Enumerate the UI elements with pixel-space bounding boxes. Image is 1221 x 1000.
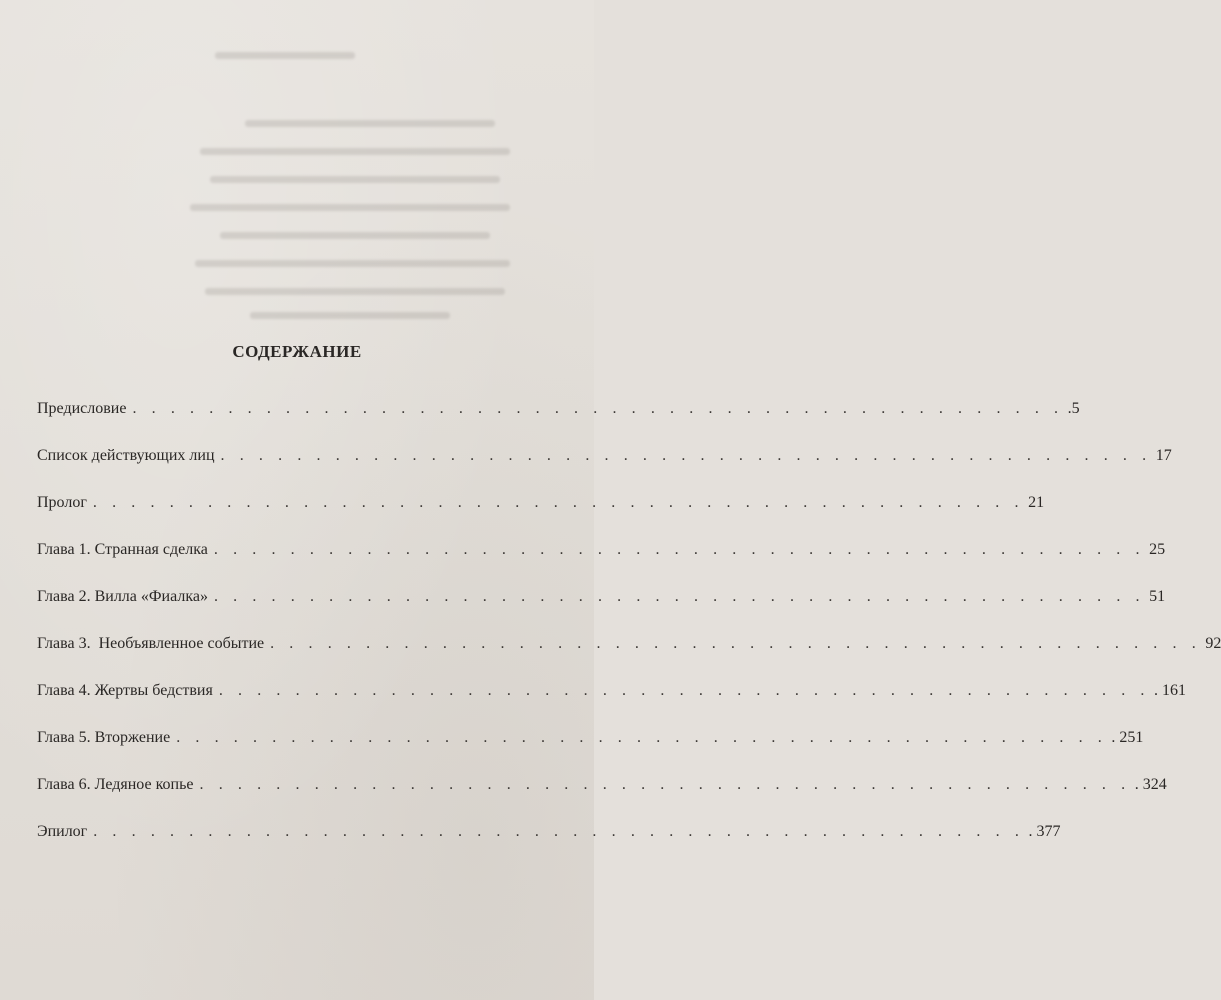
toc-entry (37, 541, 1166, 588)
toc-entry-label: Глава 1. Странная сделка (37, 541, 208, 558)
toc-entry (37, 729, 1144, 776)
toc-entry-label: Глава 2. Вилла «Фиалка» (37, 588, 208, 605)
toc-title: СОДЕРЖАНИЕ (232, 342, 362, 361)
toc-dot-leader: . . . . . . . . . . . . . . . . . . . . . . . . . . . . . . . . . . . . . . . . . . . . . . . . . (270, 635, 1202, 652)
toc-dot-leader: . . . . . . . . . . . . . . . . . . . . . . . . . . . . . . . . . . . . . . . . . . . . . . . . . (93, 823, 1025, 840)
toc-dot-leader: . . . . . . . . . . . . . . . . . . . . . . . . . . . . . . . . . . . . . . . . . . . . . . . . . (176, 729, 1108, 746)
toc-dot-leader: . . . . . . . . . . . . . . . . . . . . . . . . . . . . . . . . . . . . . . . . . . . . . . . . . (218, 682, 1151, 699)
toc-entry (37, 447, 1172, 494)
toc-entry-page: . 324 (1134, 776, 1167, 793)
toc-dot-leader: . . . . . . . . . . . . . . . . . . . . . . . . . . . . . . . . . . . . . . . . . . . . . . . . . (132, 400, 1064, 417)
toc-entry-page: . 377 (1028, 823, 1061, 840)
toc-entry-label: Предисловие (37, 400, 127, 417)
toc-entry-page: . 161 (1154, 682, 1187, 699)
toc-entry-label: Список действующих лиц (37, 447, 215, 464)
table-of-contents (37, 400, 1221, 870)
toc-entry-label: Глава 6. Ледяное копье (37, 776, 194, 793)
toc-entry (37, 494, 1045, 541)
toc-entry-label: Эпилог (37, 823, 88, 840)
toc-entry-page: 21 (1028, 494, 1045, 511)
toc-entry-page: . 251 (1111, 729, 1144, 746)
toc-entry-page: .5 (1067, 400, 1080, 417)
toc-dot-leader: . . . . . . . . . . . . . . . . . . . . . . . . . . . . . . . . . . . . . . . . . . . . . . . . . (213, 588, 1146, 605)
toc-entry (37, 823, 1061, 870)
toc-entry-label: Глава 5. Вторжение (37, 729, 171, 746)
toc-entry (37, 400, 1080, 447)
toc-entry-label: Глава 3. Необъявленное событие (37, 635, 265, 652)
toc-entry-label: Пролог (37, 494, 87, 511)
bleed-through-text (190, 40, 520, 340)
toc-entry-page: 17 (1155, 447, 1172, 464)
toc-entry (37, 776, 1167, 823)
toc-entry-page: 51 (1149, 588, 1166, 605)
toc-dot-leader: . . . . . . . . . . . . . . . . . . . . . . . . . . . . . . . . . . . . . . . . . . . . . . . . . (199, 776, 1131, 793)
toc-entry (37, 682, 1187, 729)
toc-dot-leader: . . . . . . . . . . . . . . . . . . . . . . . . . . . . . . . . . . . . . . . . . . . . . . . . . (220, 447, 1152, 464)
toc-entry (37, 635, 1221, 682)
toc-entry-label: Глава 4. Жертвы бедствия (37, 682, 213, 699)
toc-entry-page: 25 (1149, 541, 1166, 558)
toc-dot-leader: . . . . . . . . . . . . . . . . . . . . . . . . . . . . . . . . . . . . . . . . . . . . . . . . . (92, 494, 1025, 511)
toc-entry (37, 588, 1166, 635)
toc-dot-leader: . . . . . . . . . . . . . . . . . . . . . . . . . . . . . . . . . . . . . . . . . . . . . . . . . (213, 541, 1146, 558)
toc-entry-page: 92 (1205, 635, 1221, 652)
